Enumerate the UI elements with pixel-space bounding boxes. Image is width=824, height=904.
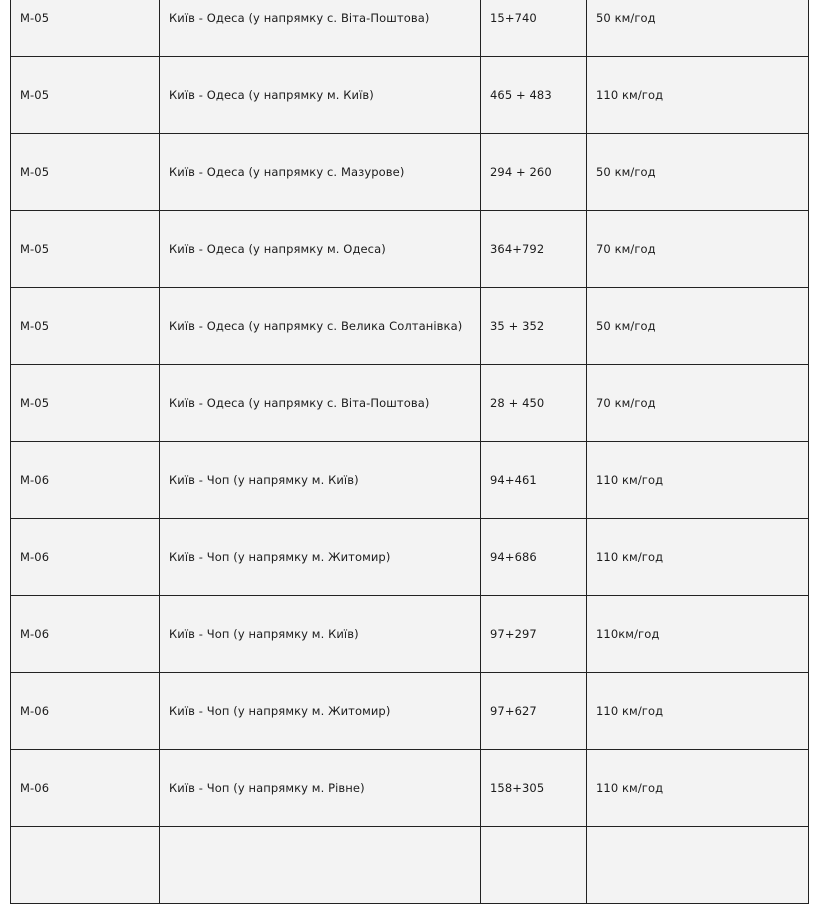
- table-row: [11, 57, 809, 134]
- speed-limit-cell: [587, 827, 809, 904]
- table-row: [11, 365, 809, 442]
- road-cell: М-05: [11, 211, 160, 288]
- road-cell: М-05: [11, 365, 160, 442]
- speed-camera-table: [10, 0, 809, 904]
- speed-limit-cell: 110 км/год: [587, 442, 809, 519]
- road-cell: М-06: [11, 673, 160, 750]
- table-row: [11, 673, 809, 750]
- table-row: [11, 134, 809, 211]
- kilometer-cell: 294 + 260: [481, 134, 587, 211]
- direction-cell: Київ - Одеса (у напрямку м. Київ): [160, 57, 481, 134]
- speed-camera-table-container: [10, 0, 808, 904]
- direction-cell: Київ - Одеса (у напрямку с. Велика Солтанівка): [160, 288, 481, 365]
- road-cell: М-06: [11, 519, 160, 596]
- table-row: [11, 750, 809, 827]
- direction-cell: Київ - Одеса (у напрямку с. Віта-Поштова): [160, 365, 481, 442]
- kilometer-cell: 94+461: [481, 442, 587, 519]
- speed-limit-cell: 50 км/год: [587, 134, 809, 211]
- table-row: [11, 442, 809, 519]
- table-row: [11, 519, 809, 596]
- direction-cell: [160, 827, 481, 904]
- speed-limit-cell: 110 км/год: [587, 673, 809, 750]
- kilometer-cell: 94+686: [481, 519, 587, 596]
- speed-limit-cell: 110км/год: [587, 596, 809, 673]
- road-cell: М-06: [11, 596, 160, 673]
- direction-cell: Київ - Чоп (у напрямку м. Рівне): [160, 750, 481, 827]
- direction-cell: Київ - Одеса (у напрямку с. Мазурове): [160, 134, 481, 211]
- kilometer-cell: 35 + 352: [481, 288, 587, 365]
- speed-limit-cell: 50 км/год: [587, 0, 809, 57]
- speed-limit-cell: 50 км/год: [587, 288, 809, 365]
- road-cell: М-05: [11, 134, 160, 211]
- kilometer-cell: [481, 827, 587, 904]
- speed-limit-cell: 70 км/год: [587, 211, 809, 288]
- road-cell: М-05: [11, 288, 160, 365]
- kilometer-cell: 28 + 450: [481, 365, 587, 442]
- speed-limit-cell: 110 км/год: [587, 750, 809, 827]
- speed-limit-cell: 70 км/год: [587, 365, 809, 442]
- road-cell: М-05: [11, 57, 160, 134]
- kilometer-cell: 364+792: [481, 211, 587, 288]
- kilometer-cell: 15+740: [481, 0, 587, 57]
- speed-limit-cell: 110 км/год: [587, 57, 809, 134]
- direction-cell: Київ - Чоп (у напрямку м. Житомир): [160, 673, 481, 750]
- table-row: [11, 0, 809, 57]
- speed-limit-cell: 110 км/год: [587, 519, 809, 596]
- road-cell: М-06: [11, 442, 160, 519]
- table-row: [11, 211, 809, 288]
- direction-cell: Київ - Одеса (у напрямку с. Віта-Поштова): [160, 0, 481, 57]
- kilometer-cell: 158+305: [481, 750, 587, 827]
- direction-cell: Київ - Чоп (у напрямку м. Київ): [160, 442, 481, 519]
- table-row: [11, 288, 809, 365]
- kilometer-cell: 465 + 483: [481, 57, 587, 134]
- table-row: [11, 827, 809, 904]
- table-row: [11, 596, 809, 673]
- road-cell: М-05: [11, 0, 160, 57]
- direction-cell: Київ - Одеса (у напрямку м. Одеса): [160, 211, 481, 288]
- direction-cell: Київ - Чоп (у напрямку м. Житомир): [160, 519, 481, 596]
- direction-cell: Київ - Чоп (у напрямку м. Київ): [160, 596, 481, 673]
- kilometer-cell: 97+627: [481, 673, 587, 750]
- road-cell: [11, 827, 160, 904]
- kilometer-cell: 97+297: [481, 596, 587, 673]
- road-cell: М-06: [11, 750, 160, 827]
